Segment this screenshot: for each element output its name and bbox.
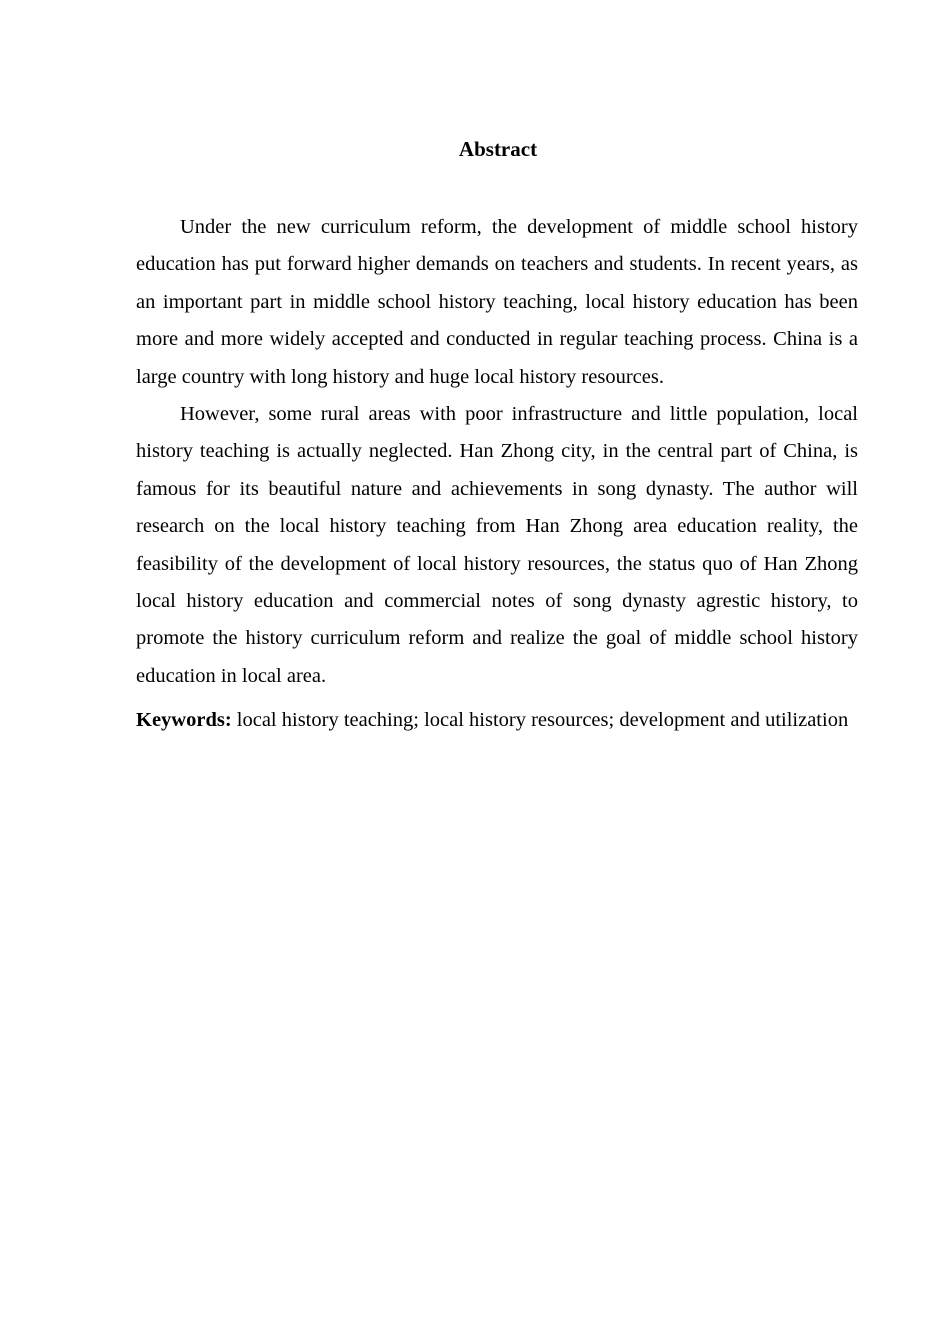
keywords-label: Keywords: <box>136 709 232 732</box>
abstract-paragraph-2: However, some rural areas with poor infrastructure and little population, local history teaching is actually neglected. Han Zhong city, in the central part of China, is famous for its beautiful nature and achievements in song dynasty. The author will research on the local history teaching from Han Zhong area education reality, the feasibility of the development of local history resources, the status quo of Han Zhong local history education and commercial notes of song dynasty agrestic history, to promote the history curriculum reform and realize the goal of middle school history education in local area. <box>136 403 858 687</box>
abstract-title: Abstract <box>458 137 538 161</box>
abstract-section <box>136 134 858 733</box>
abstract-paragraph-1: Under the new curriculum reform, the development of middle school history education has put forward higher demands on teachers and students. In recent years, as an important part in middle school history teaching, local history education has been more and more widely accepted and conducted in regular teaching process. China is a large country with long history and huge local history resources. <box>136 216 858 388</box>
keywords-line <box>136 708 858 733</box>
keywords-text: local history teaching; local history resources; development and utilization <box>236 709 849 732</box>
